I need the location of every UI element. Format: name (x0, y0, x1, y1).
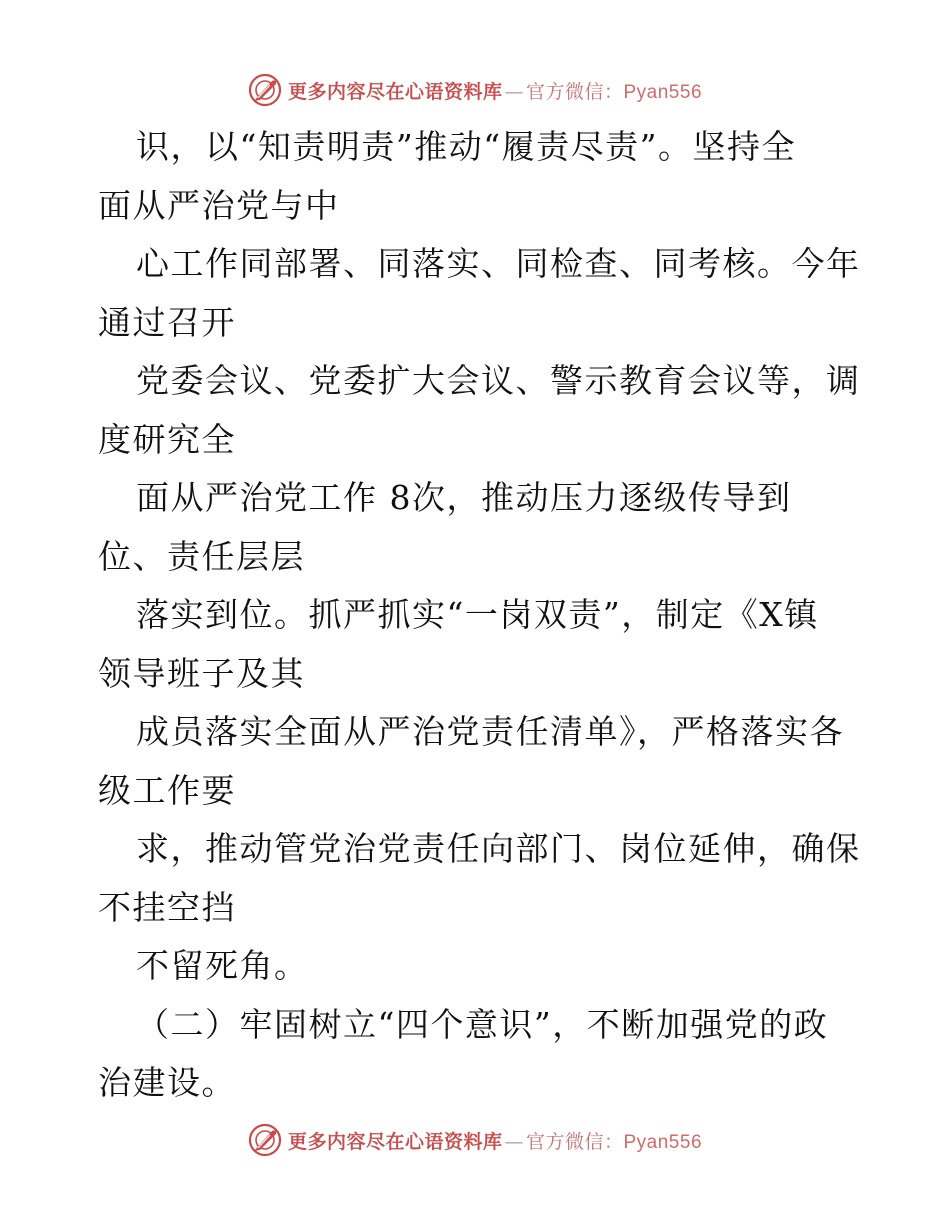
document-body (98, 118, 861, 1113)
watermark-footer (0, 1122, 950, 1158)
text-line: 成员落实全面从严治党责任清单》，严格落实各 (136, 712, 844, 751)
text-line: 求，推动管党治党责任向部门、岗位延伸，确保 (136, 829, 861, 868)
text-line: 识，以“知责明责”推动“履责尽责”。坚持全 (136, 127, 796, 166)
text-line: 不留死角。 (136, 946, 309, 985)
watermark-text: 更多内容尽在心语资料库 — 官方微信：Pyan556 (287, 1130, 703, 1153)
text-line: 不挂空挡 (98, 887, 236, 927)
text-line: 治建设。 (98, 1063, 236, 1102)
text-line: 领导班子及其 (98, 653, 305, 693)
text-line: 面从严治党与中 (98, 185, 340, 225)
text-line: 党委会议、党委扩大会议、警示教育会议等，调 (136, 361, 861, 400)
watermark-text: 更多内容尽在心语资料库 — 官方微信：Pyan556 (287, 80, 703, 103)
watermark-header (0, 72, 950, 108)
text-line: （二）牢固树立“四个意识”，不断加强党的政 (136, 1004, 829, 1044)
text-line: 位、责任层层 (98, 536, 305, 576)
feather-logo-icon (248, 73, 282, 107)
text-line: 心工作同部署、同落实、同检查、同考核。今年 (136, 244, 861, 283)
text-line: 级工作要 (98, 770, 236, 810)
text-line: 面从严治党工作 8次，推动压力逐级传导到 (136, 478, 792, 517)
text-line: 落实到位。抓严抓实“一岗双责”，制定《X镇 (136, 595, 819, 634)
feather-logo-icon (248, 1123, 282, 1157)
text-line: 度研究全 (98, 419, 236, 459)
text-line: 通过召开 (98, 302, 236, 342)
